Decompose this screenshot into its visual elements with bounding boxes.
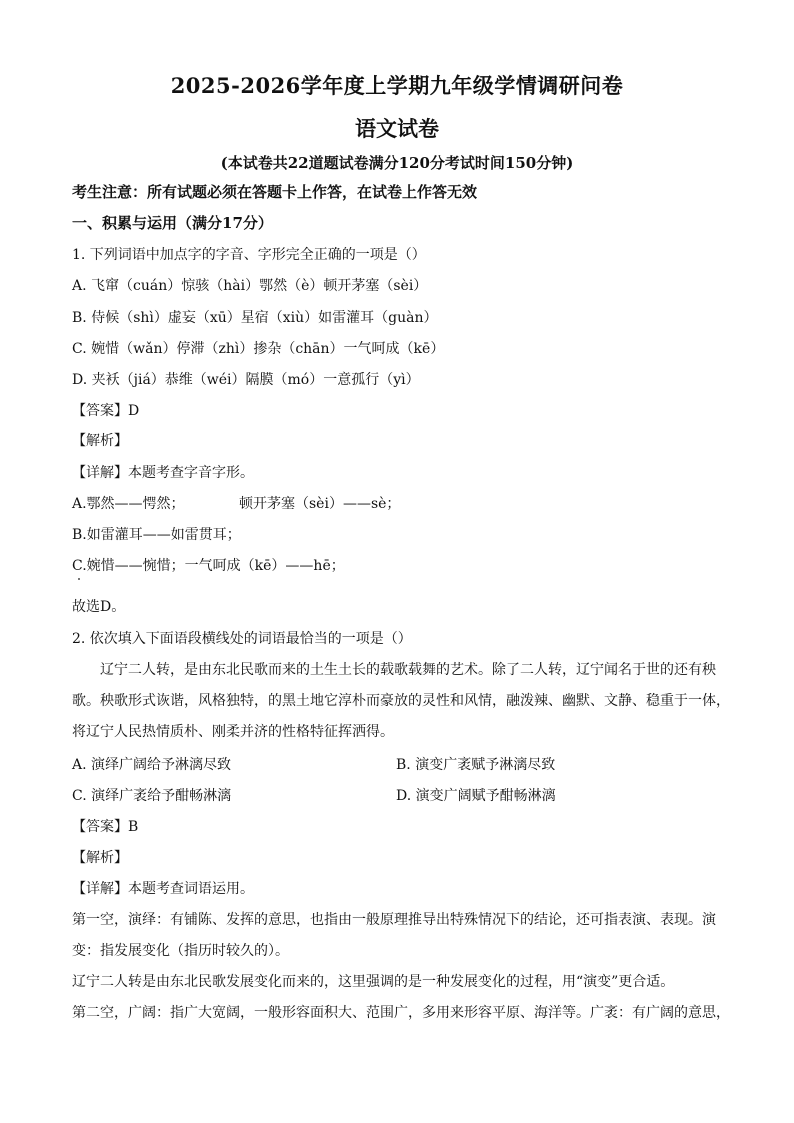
question-2-option-a: A. 演绎广阔给予淋漓尽致 xyxy=(72,757,232,773)
question-1-detail-line: A.鄂然——愕然； xyxy=(72,496,185,512)
question-2-detail-line: 第二空，广阔：指广大宽阔，一般形容面积大、范围广，多用来形容平原、海洋等。广袤：有广阔的意思， xyxy=(72,1005,730,1021)
question-2-passage-line: 辽宁二人转，是由东北民歌而来的土生土长的载歌载舞的艺术。除了二人转，辽宁闻名于世的还有秧 xyxy=(100,662,716,678)
question-1-option-c: C. 婉惜（wǎn）停滞（zhì）掺杂（chān）一气呵成（kē） xyxy=(72,341,445,357)
scan-dot xyxy=(78,578,80,580)
question-2-answer: 【答案】B xyxy=(72,819,139,835)
question-2-analysis-label: 【解析】 xyxy=(72,850,128,866)
question-2-option-b: B. 演变广袤赋予淋漓尽致 xyxy=(396,757,556,773)
question-1-detail: 【详解】本题考查字音字形。 xyxy=(72,465,254,481)
question-2-passage-line: 歌。秧歌形式诙谐，风格独特，的黑土地它淳朴而豪放的灵性和风情，融泼辣、幽默、文静、稳重于一体， xyxy=(72,693,730,709)
question-2-detail-line: 辽宁二人转是由东北民歌发展变化而来的，这里强调的是一种发展变化的过程，用“演变”更合适。 xyxy=(72,974,675,990)
question-1-option-a: A. 飞窜（cuán）惊骇（hài）鄂然（è）顿开茅塞（sèi） xyxy=(72,278,428,294)
question-1-option-b: B. 侍候（shì）虚妄（xū）星宿（xiù）如雷灌耳（guàn） xyxy=(72,310,438,326)
question-2-option-c: C. 演绎广袤给予酣畅淋漓 xyxy=(72,788,232,804)
question-1-detail-line: B.如雷灌耳——如雷贯耳； xyxy=(72,527,241,543)
question-2-detail: 【详解】本题考查词语运用。 xyxy=(72,881,254,897)
exam-notice: 考生注意：所有试题必须在答题卡上作答，在试卷上作答无效 xyxy=(72,183,478,201)
page-subtitle: 语文试卷 xyxy=(355,116,439,141)
question-2-detail-line: 第一空，演绎：有铺陈、发挥的意思，也指由一般原理推导出特殊情况下的结论，还可指表演、表现。演 xyxy=(72,912,716,928)
section-heading: 一、积累与运用（满分17分） xyxy=(72,214,273,232)
question-1-conclusion: 故选D。 xyxy=(72,599,126,615)
question-2-option-d: D. 演变广阔赋予酣畅淋漓 xyxy=(396,788,556,804)
exam-meta: (本试卷共22道题试卷满分120分考试时间150分钟) xyxy=(220,154,574,172)
question-2-stem: 2. 依次填入下面语段横线处的词语最恰当的一项是（） xyxy=(72,631,412,647)
question-1-answer: 【答案】D xyxy=(72,403,140,419)
question-1-analysis-label: 【解析】 xyxy=(72,433,128,449)
question-1-option-d: D. 夹袄（jiá）恭维（wéi）隔膜（mó）一意孤行（yì） xyxy=(72,372,420,388)
question-1-stem: 1. 下列词语中加点字的字音、字形完全正确的一项是（） xyxy=(72,247,426,263)
question-2-passage-line: 将辽宁人民热情质朴、刚柔并济的性格特征挥洒得。 xyxy=(72,724,394,740)
question-1-detail-line: 顿开茅塞（sèi）——sè； xyxy=(239,496,401,512)
question-2-detail-line: 变：指发展变化（指历时较久的）。 xyxy=(72,943,289,959)
question-1-detail-line: C.婉惜——惋惜；一气呵成（kē）——hē； xyxy=(72,558,345,574)
page-title: 2025-2026学年度上学期九年级学情调研问卷 xyxy=(170,73,624,98)
